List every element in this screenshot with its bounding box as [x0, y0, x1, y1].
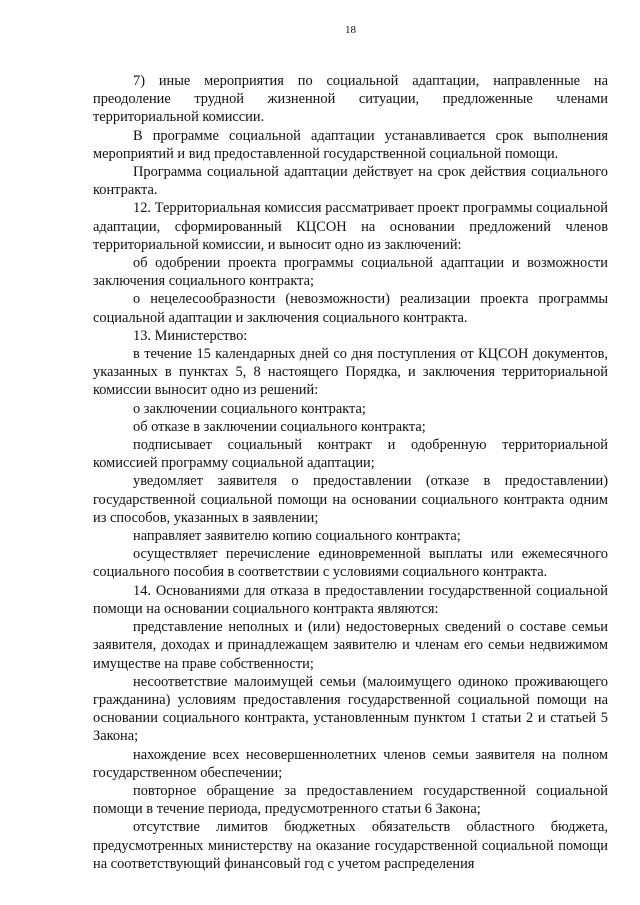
paragraph: несоответствие малоимущей семьи (малоимущего одиноко проживающего гражданина) условиям предоставления государственной социальной помощи на основании социального контракта, установленным пунктом 1 статьи 2 и статьей 5 Закона; — [93, 673, 608, 745]
paragraph: в течение 15 календарных дней со дня поступления от КЦСОН документов, указанных в пунктах 5, 8 настоящего Порядка, и заключения территориальной комиссии выносит одно из решений: — [93, 346, 608, 399]
paragraph: 7) иные мероприятия по социальной адаптации, направленные на преодоление трудной жизненной ситуации, предложенные членами территориальной комиссии. — [93, 73, 608, 126]
paragraph: 14. Основаниями для отказа в предоставлении государственной социальной помощи на основании социального контракта являются: — [93, 582, 608, 617]
paragraph: об одобрении проекта программы социальной адаптации и возможности заключения социального контракта; — [93, 255, 608, 290]
paragraph: 12. Территориальная комиссия рассматривает проект программы социальной адаптации, сформированный КЦСОН на основании предложений членов территориальной комиссии, и выносит одно из заключений: — [93, 200, 608, 253]
paragraph: о заключении социального контракта; — [133, 400, 366, 417]
paragraph: направляет заявителю копию социального контракта; — [133, 528, 461, 545]
paragraph: осуществляет перечисление единовременной выплаты или ежемесячного социального пособия в соответствии с условиями социального контракта. — [93, 546, 608, 581]
page-number: 18 — [345, 24, 356, 36]
paragraph: Программа социальной адаптации действует на срок действия социального контракта. — [93, 164, 608, 199]
paragraph: об отказе в заключении социального контракта; — [133, 418, 426, 435]
paragraph: уведомляет заявителя о предоставлении (отказе в предоставлении) государственной социальной помощи на основании социального контракта одним из способов, указанных в заявлении; — [93, 473, 608, 526]
paragraph: о нецелесообразности (невозможности) реализации проекта программы социальной адаптации и заключения социального контракта. — [93, 291, 608, 326]
paragraph: подписывает социальный контракт и одобренную территориальной комиссией программу социальной адаптации; — [93, 437, 608, 472]
paragraph: повторное обращение за предоставлением государственной социальной помощи в течение периода, предусмотренного статьи 6 Закона; — [93, 782, 608, 818]
paragraph: отсутствие лимитов бюджетных обязательств областного бюджета, предусмотренных министерству на оказание государственной социальной помощи на соответствующий финансовый год с учетом распределения — [93, 819, 608, 872]
paragraph: В программе социальной адаптации устанавливается срок выполнения мероприятий и вид предоставленной государственной социальной помощи. — [93, 127, 608, 162]
paragraph: нахождение всех несовершеннолетних членов семьи заявителя на полном государственном обеспечении; — [93, 746, 608, 781]
paragraph: представление неполных и (или) недостоверных сведений о составе семьи заявителя, доходах и принадлежащем заявителю и членам его семьи недвижимом имуществе на праве собственности; — [93, 619, 608, 672]
paragraph: 13. Министерство: — [133, 327, 248, 344]
document-body — [93, 72, 608, 873]
